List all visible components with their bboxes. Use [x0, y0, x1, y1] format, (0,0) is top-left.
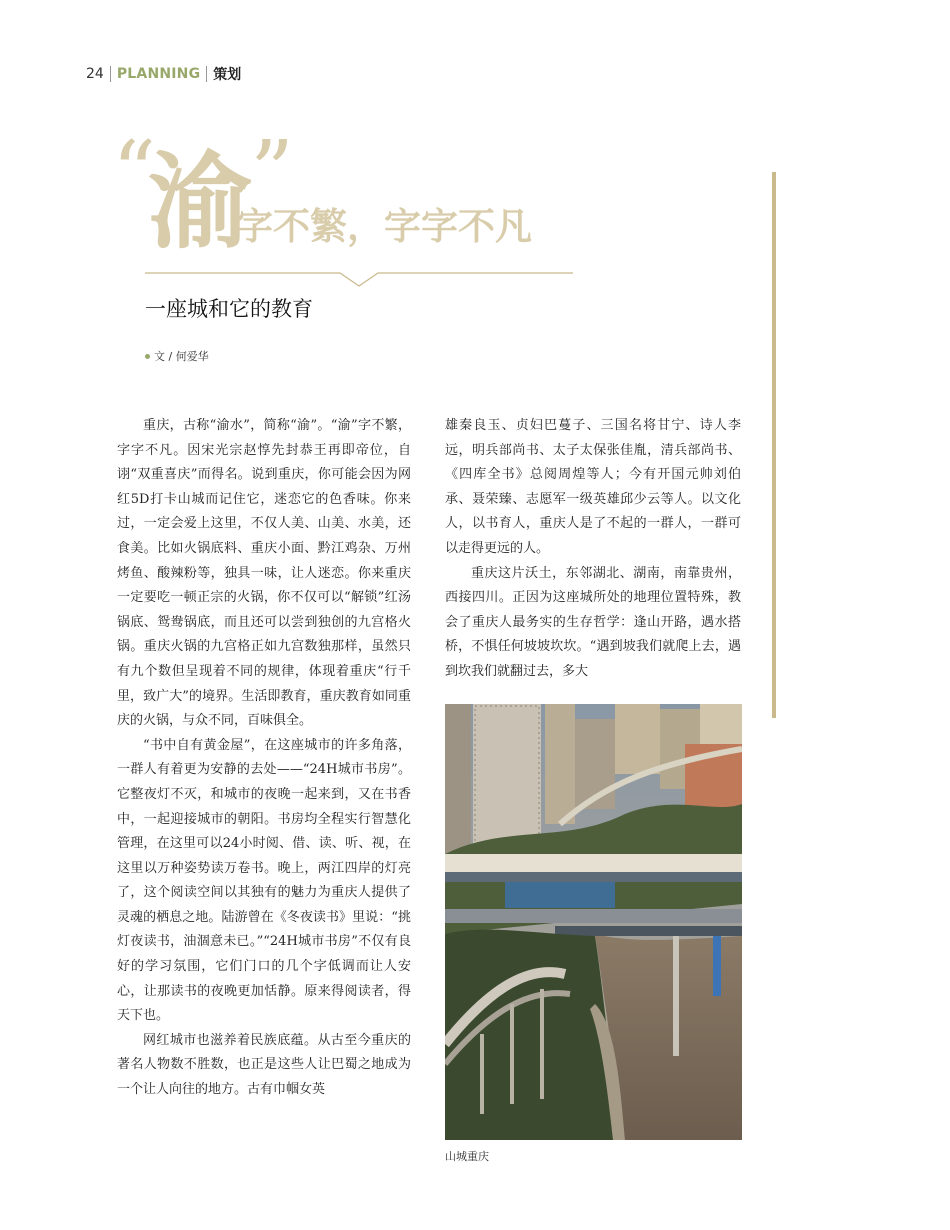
title-big-character: 渝	[148, 141, 253, 263]
cityscape-photo	[445, 704, 742, 1140]
running-header	[86, 64, 241, 84]
body-column-right	[445, 414, 741, 685]
title-text: 字不繁，字字不凡	[236, 205, 532, 248]
section-label-cn: 策划	[213, 67, 242, 83]
paragraph: 重庆，古称“渝水”，简称“渝”。“渝”字不繁，字字不凡。因宋光宗赵惇先封恭王再即帝位，自诩“双重喜庆”而得名。说到重庆，你可能会因为网红5D打卡山城而记住它，迷恋它的色香味。你来过，一定会爱上这里，不仅人美、山美、水美，还食美。比如火锅底料、重庆小面、黔江鸡杂、万州烤鱼、酸辣粉等，独具一味，让人迷恋。你来重庆一定要吃一顿正宗的火锅，你不仅可以“解锁”红汤锅底、鸳鸯锅底，而且还可以尝到独创的九宫格火锅。重庆火锅的九宫格正如九宫数独那样，虽然只有九个数但呈现着不同的规律，体现着重庆“行千里，致广大”的境界。生活即教育，重庆教育如同重庆的火锅，与众不同，百味俱全。	[117, 418, 411, 729]
article-subtitle: 一座城和它的教育	[145, 297, 313, 321]
paragraph: 网红城市也滋养着民族底蕴。从古至今重庆的著名人物数不胜数，也正是这些人让巴蜀之地成为一个让人向往的地方。古有巾帼女英	[117, 1032, 411, 1098]
byline-bullet-icon	[145, 354, 150, 359]
paragraph: “书中自有黄金屋”，在这座城市的许多角落，一群人有着更为安静的去处——“24H城市书房”。它整夜灯不灭，和城市的夜晚一起来到，又在书香中，一起迎接城市的朝阳。书房均全程实行智慧化管理，在这里可以24小时阅、借、读、听、视，在这里以万种姿势读万卷书。晚上，两江四岸的灯亮了，这个阅读空间以其独有的魅力为重庆人提供了灵魂的栖息之地。陆游曾在《冬夜读书》里说：“挑灯夜读书，油涸意未已。”“24H城市书房”不仅有良好的学习氛围，它们门口的几个字低调而让人安心，让那读书的夜晚更加恬静。原来得阅读者，得天下也。	[117, 737, 411, 1024]
decorative-side-bar	[772, 172, 776, 718]
title-rule-with-notch	[145, 268, 573, 288]
body-column-left	[117, 414, 411, 1103]
section-label-en: PLANNING	[116, 66, 201, 82]
cityscape-illustration	[445, 704, 742, 1140]
byline-text: 文 / 何爱华	[154, 350, 209, 363]
paragraph: 雄秦良玉、贞妇巴蔓子、三国名将甘宁、诗人李远，明兵部尚书、太子太保张佳胤，清兵部尚书、《四库全书》总阅周煌等人；今有开国元帅刘伯承、聂荣臻、志愿军一级英雄邱少云等人。以文化人，以书育人，重庆人是了不起的一群人，一群可以走得更远的人。	[445, 418, 741, 556]
photo-caption: 山城重庆	[445, 1150, 489, 1163]
title-quote-open: “	[112, 123, 156, 223]
byline	[145, 348, 209, 364]
header-divider	[110, 66, 111, 82]
page-number: 24	[86, 66, 104, 82]
paragraph: 重庆这片沃土，东邻湖北、湖南，南靠贵州，西接四川。正因为这座城所处的地理位置特殊，教会了重庆人最务实的生存哲学：逢山开路，遇水搭桥，不惧任何坡坡坎坎。“遇到坡我们就爬上去，遇到坎我们就翻过去，多大	[445, 565, 741, 679]
header-divider-2	[206, 66, 207, 82]
title-quote-close: ”	[250, 123, 294, 223]
